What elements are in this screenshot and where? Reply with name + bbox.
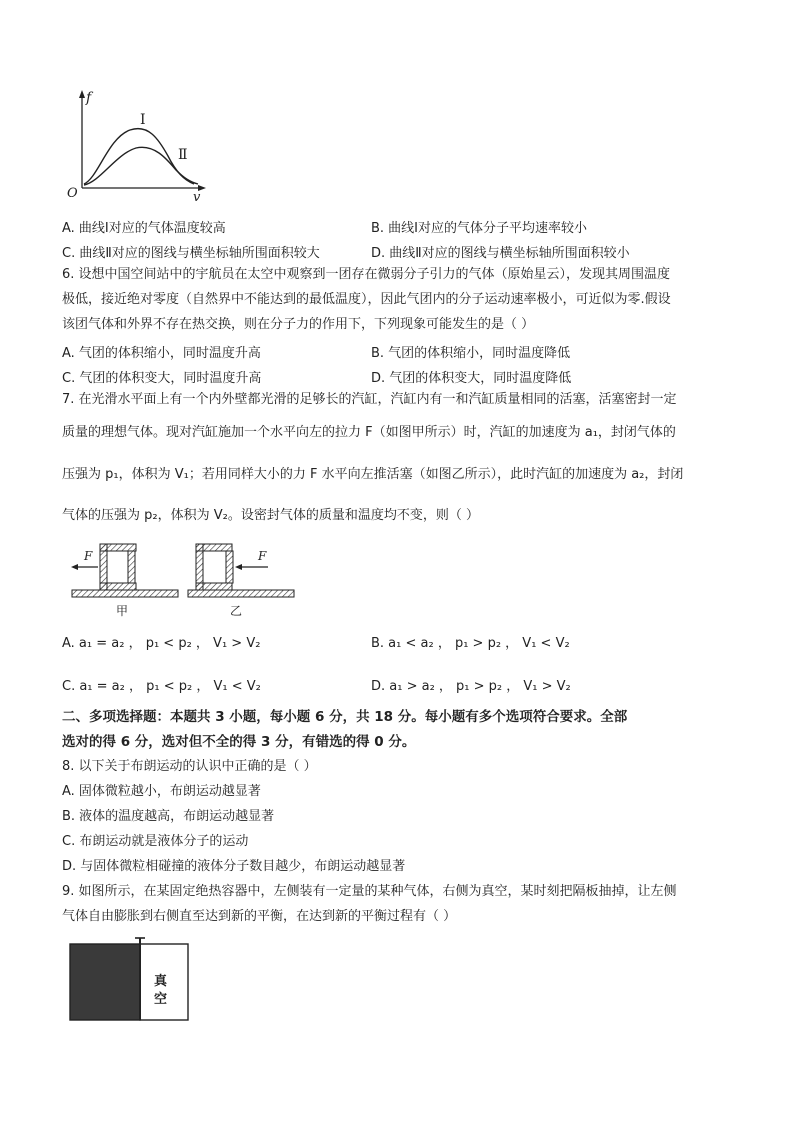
cylinder-figure-yi [186,540,296,602]
q9-stem-line-2: 气体自由膨胀到右侧直至达到新的平衡，在达到新的平衡过程有（ ） [62,909,457,924]
gas-region [70,944,140,1020]
vacuum-label-2: 空 [154,992,168,1007]
cylinder-bottom-yi [196,583,232,590]
q8-option-b: B. 液体的温度越高，布朗运动越显著 [62,809,275,824]
graph-x-label: v [193,190,201,205]
q6-option-c: C. 气团的体积变大，同时温度升高 [62,371,262,386]
section-2-heading-line-1: 二、多项选择题：本题共 3 小题，每小题 6 分，共 18 分。每小题有多个选项符合要求。全部 [62,709,628,725]
section-2-heading-line-2: 选对的得 6 分，选对但不全的得 3 分，有错选的得 0 分。 [62,734,416,750]
q7-stem-line-4: 气体的压强为 p₂，体积为 V₂。设密封气体的质量和温度均不变，则（ ） [62,508,479,523]
q7-stem-line-2: 质量的理想气体。现对汽缸施加一个水平向左的拉力 F（如图甲所示）时，汽缸的加速度为 a₁，封闭气体的 [62,425,676,440]
q8-option-c: C. 布朗运动就是液体分子的运动 [62,834,249,849]
q6-option-a: A. 气团的体积缩小，同时温度升高 [62,346,261,361]
figure-label-jia: 甲 [116,604,129,618]
force-label-jia: F [84,549,93,563]
q7-option-b: B. a₁ < a₂ ， p₁ > p₂ ， V₁ < V₂ [371,636,570,651]
q6-option-b: B. 气团的体积缩小，同时温度降低 [371,346,571,361]
q7-stem-line-1: 7. 在光滑水平面上有一个内外壁都光滑的足够长的汽缸，汽缸内有一和汽缸质量相同的活塞，活塞密封一定 [62,392,677,407]
cylinder-top-yi [196,544,232,551]
q7-stem-line-3: 压强为 p₁，体积为 V₁；若用同样大小的力 F 水平向左推活塞（如图乙所示），此时汽缸的加速度为 a₂，封闭 [62,467,684,482]
q6-stem-line-1: 6. 设想中国空间站中的宇航员在太空中观察到一团存在微弱分子引力的气体（原始星云），发现其周围温度 [62,267,671,282]
q6-option-d: D. 气团的体积变大，同时温度降低 [371,371,572,386]
q5-option-a: A. 曲线Ⅰ对应的气体温度较高 [62,221,226,236]
q8-stem: 8. 以下关于布朗运动的认识中正确的是（ ） [62,759,317,774]
cylinder-top-jia [100,544,136,551]
cylinder-bottom-jia [100,583,136,590]
curve-1-label: Ⅰ [140,112,146,128]
q9-stem-line-1: 9. 如图所示，在某固定绝热容器中，左侧装有一定量的某种气体，右侧为真空，某时刻把隔板抽掉，让左侧 [62,884,677,899]
q5-option-d: D. 曲线Ⅱ对应的图线与横坐标轴所围面积较小 [371,246,630,261]
q7-option-c: C. a₁ = a₂ ， p₁ < p₂ ， V₁ < V₂ [62,679,261,694]
figure-label-yi: 乙 [230,604,243,618]
distribution-graph [60,88,210,198]
graph-origin-label: O [67,186,78,201]
force-label-yi: F [258,549,267,563]
y-axis-arrow [79,90,85,98]
curve-2-label: Ⅱ [178,147,188,163]
insulated-container-figure [68,936,193,1026]
q5-option-c: C. 曲线Ⅱ对应的图线与横坐标轴所围面积较大 [62,246,320,261]
vacuum-label-1: 真 [154,974,168,989]
ground-jia [72,590,178,597]
ground-yi [188,590,294,597]
graph-y-label: f [86,90,92,106]
q7-option-d: D. a₁ > a₂ ， p₁ > p₂ ， V₁ > V₂ [371,679,571,694]
piston-yi [226,551,233,583]
piston-jia [128,551,135,583]
q8-option-a: A. 固体微粒越小，布朗运动越显著 [62,784,261,799]
q7-option-a: A. a₁ = a₂ ， p₁ < p₂ ， V₁ > V₂ [62,636,261,651]
q6-stem-line-2: 极低，接近绝对零度（自然界中不能达到的最低温度），因此气团内的分子运动速率极小，可近似为零.假设 [62,292,671,307]
q6-stem-line-3: 该团气体和外界不存在热交换，则在分子力的作用下，下列现象可能发生的是（ ） [62,317,535,332]
q5-option-b: B. 曲线Ⅰ对应的气体分子平均速率较小 [371,221,588,236]
q8-option-d: D. 与固体微粒相碰撞的液体分子数目越少，布朗运动越显著 [62,859,406,874]
